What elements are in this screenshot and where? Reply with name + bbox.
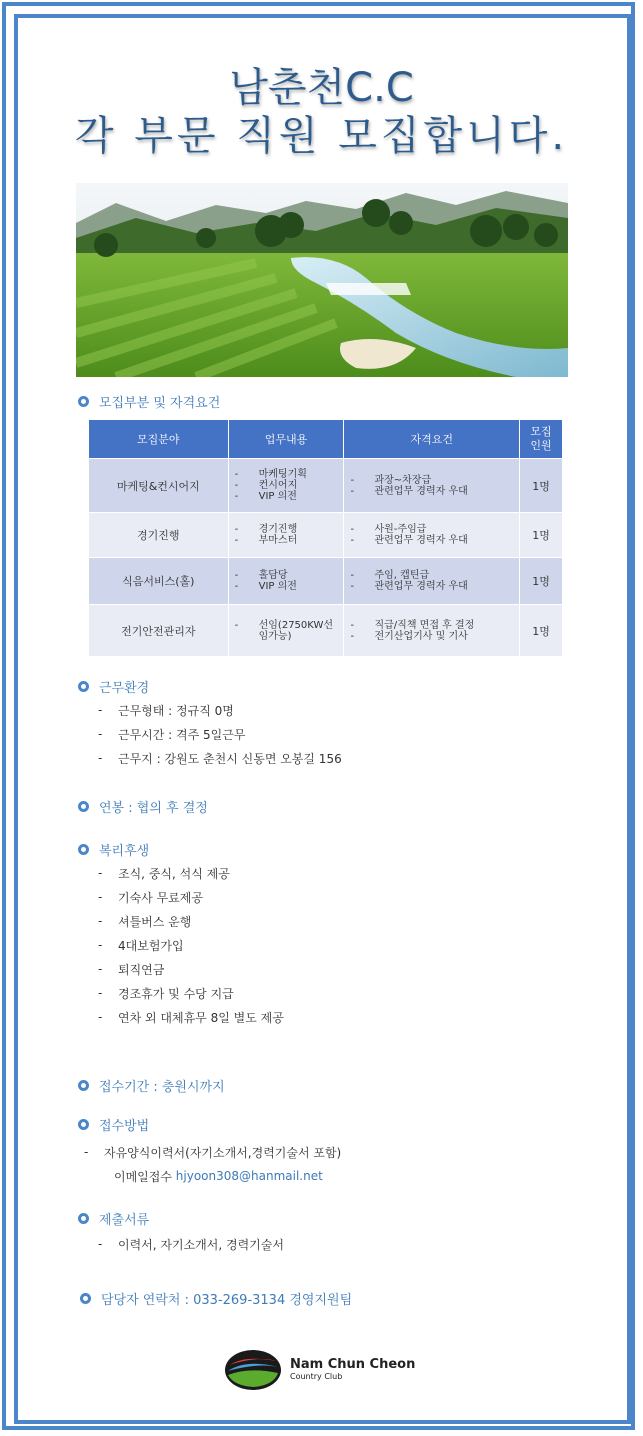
section-method: [78, 1115, 149, 1134]
row-count: 1명: [520, 513, 563, 558]
list-item: - 조식, 중식, 석식 제공: [98, 866, 230, 881]
section-recruit-label: 모집부분 및 자격요건: [99, 396, 221, 411]
row-count: 1명: [520, 459, 563, 513]
bullet-icon: [78, 1213, 89, 1224]
page-title: 남춘천C.C: [229, 65, 414, 111]
row-duties: - 마케팅기획 - 컨시어지 - VIP 의전: [228, 459, 344, 513]
table-header-row: [89, 420, 563, 459]
row-field: 전기안전관리자: [89, 605, 229, 657]
email-row: [84, 1164, 341, 1188]
welfare-list: [98, 861, 284, 1029]
list-item: - 경조휴가 및 수당 지급: [98, 986, 234, 1001]
section-environment-label: 근무환경: [99, 681, 150, 696]
header-qualification: 자격요건: [344, 420, 520, 459]
golf-course-photo: [76, 183, 568, 377]
section-salary-label: 연봉 : 협의 후 결정: [99, 801, 208, 816]
table-row: [89, 459, 563, 513]
club-logo: [224, 1349, 415, 1391]
section-salary: [78, 797, 208, 816]
list-item: - 퇴직연금: [98, 962, 165, 977]
table-row: [89, 605, 563, 657]
email-label: 이메일접수: [114, 1169, 172, 1184]
logo-subtitle: Country Club: [290, 1371, 343, 1381]
bullet-icon: [78, 844, 89, 855]
environment-list: [98, 698, 342, 770]
header-count: 모집 인원: [520, 420, 563, 459]
list-item: - 이력서, 자기소개서, 경력기술서: [98, 1237, 284, 1252]
row-field: 마케팅&컨시어지: [89, 459, 229, 513]
section-documents-label: 제출서류: [99, 1213, 150, 1228]
header-field: 모집분야: [89, 420, 229, 459]
list-item: - 4대보험가입: [98, 938, 184, 953]
row-field: 경기진행: [89, 513, 229, 558]
row-field: 식음서비스(홀): [89, 558, 229, 605]
section-method-label: 접수방법: [99, 1119, 150, 1134]
method-list: [84, 1140, 341, 1188]
recruit-table: [88, 419, 563, 657]
email-link[interactable]: hjyoon308@hanmail.net: [175, 1169, 323, 1183]
bullet-icon: [78, 681, 89, 692]
table-row: [89, 558, 563, 605]
section-recruit: [78, 392, 220, 411]
row-qualification: - 사원-주임급 - 관련업무 경력자 우대: [344, 513, 520, 558]
section-period: [78, 1076, 225, 1095]
bullet-icon: [78, 396, 89, 407]
list-item: - 연차 외 대체휴무 8일 별도 제공: [98, 1010, 284, 1025]
row-duties: - 선임(2750KW선 임가능): [228, 605, 344, 657]
row-count: 1명: [520, 605, 563, 657]
documents-list: [98, 1232, 284, 1256]
table-row: [89, 513, 563, 558]
list-item: - 셔틀버스 운행: [98, 914, 192, 929]
bullet-icon: [78, 1080, 89, 1091]
list-item: - 기숙사 무료제공: [98, 890, 203, 905]
section-contact: [80, 1289, 352, 1308]
section-period-label: 접수기간 : 충원시까지: [99, 1080, 225, 1095]
section-welfare-label: 복리후생: [99, 844, 150, 859]
bullet-icon: [80, 1293, 91, 1304]
row-qualification: - 직급/직책 면접 후 결정 - 전기산업기사 및 기사: [344, 605, 520, 657]
list-item: - 자유양식이력서(자기소개서,경력기술서 포함): [84, 1145, 342, 1160]
row-qualification: - 주임, 캡틴급 - 관련업무 경력자 우대: [344, 558, 520, 605]
list-item: - 근무형태 : 정규직 0명: [98, 703, 234, 718]
list-item: - 근무시간 : 격주 5일근무: [98, 727, 246, 742]
header-duties: 업무내용: [228, 420, 344, 459]
row-duties: - 홀담당 - VIP 의전: [228, 558, 344, 605]
section-welfare: [78, 840, 149, 859]
page-subtitle: 각 부문 직원 모집합니다.: [74, 113, 569, 159]
section-contact-label: 담당자 연락처 : 033-269-3134 경영지원팀: [101, 1293, 353, 1308]
row-duties: - 경기진행 - 부마스터: [228, 513, 344, 558]
row-count: 1명: [520, 558, 563, 605]
logo-title: Nam Chun Cheon: [290, 1357, 416, 1373]
bullet-icon: [78, 801, 89, 812]
row-qualification: - 과장~차장급 - 관련업무 경력자 우대: [344, 459, 520, 513]
section-environment: [78, 677, 149, 696]
section-documents: [78, 1209, 149, 1228]
list-item: - 근무지 : 강원도 춘천시 신동면 오봉길 156: [98, 751, 342, 766]
bullet-icon: [78, 1119, 89, 1130]
logo-icon: [224, 1349, 282, 1391]
